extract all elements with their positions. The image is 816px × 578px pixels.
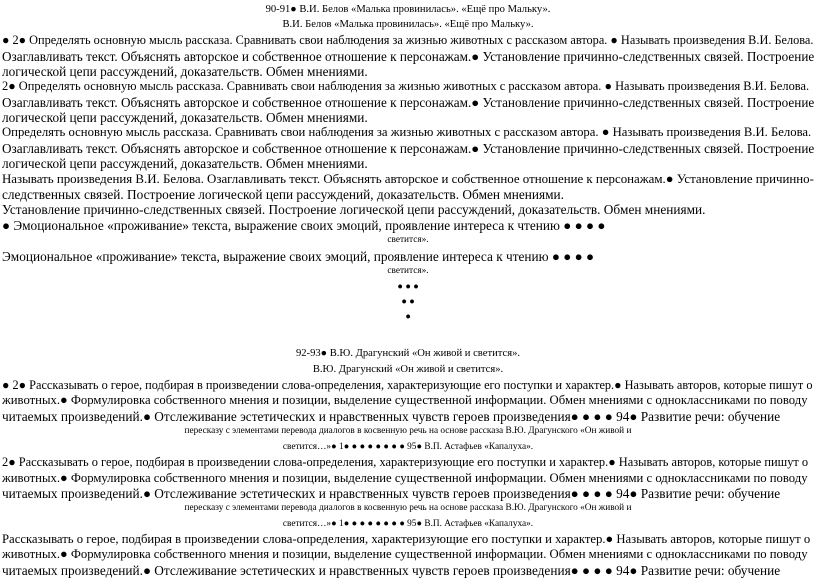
paragraph-line: логической цепи рассуждений, доказательств. Обмен мнениями. (2, 110, 368, 125)
paragraph-line: Рассказывать о герое, подбирая в произведении слова-определения, характеризующие его поступки и характер.● Называть авторов, которые пишут о (2, 532, 811, 546)
paragraph-line: пересказу с элементами перевода диалогов в косвенную речь на основе рассказа В.Ю. Драгунского «Он живой и (184, 426, 632, 436)
paragraph-line: Озаглавливать текст. Объяснять авторское и собственное отношение к персонажам.● Установление причинно-следственных связей. Построение (2, 141, 815, 156)
paragraph-line: 2● Определять основную мысль рассказа. Сравнивать свои наблюдения за жизнью животных с рассказом автора. ● Называть произведения В.И. Белова. (2, 79, 810, 93)
section1-subtitle: В.И. Белов «Малька провинилась». «Ещё про Мальку». (282, 19, 534, 30)
paragraph-line: читаемых произведений.● Отслеживание эстетических и нравственных чувств героев произведения● ● ● ● 94● Развитие речи: обучение (2, 563, 781, 578)
bullet-dots-row: ● ● (401, 297, 415, 307)
bullet-dots-row: ● (405, 312, 411, 322)
paragraph-line: читаемых произведений.● Отслеживание эстетических и нравственных чувств героев произведения● ● ● ● 94● Развитие речи: обучение (2, 409, 781, 424)
paragraph-line: Озаглавливать текст. Объяснять авторское и собственное отношение к персонажам.● Установление причинно-следственных связей. Построение (2, 95, 815, 110)
paragraph-line: светится». (387, 266, 429, 276)
paragraph-line: ● 2● Рассказывать о герое, подбирая в произведении слова-определения, характеризующие его поступки и характер.● Называть авторов, которые пишут о (2, 378, 813, 392)
section1-title: 90-91● В.И. Белов «Малька провинилась». «Ещё про Мальку». (265, 4, 551, 15)
paragraph-line: Называть произведения В.И. Белова. Озаглавливать текст. Объяснять авторское и собственное отношение к персонажам.● Установление причинно- (2, 172, 814, 186)
paragraph-line: Эмоциональное «проживание» текста, выражение своих эмоций, проявление интереса к чтению ● ● ● ● (2, 249, 594, 264)
paragraph-line: ● Эмоциональное «проживание» текста, выражение своих эмоций, проявление интереса к чтению ● ● ● ● (2, 218, 606, 233)
paragraph-line: Озаглавливать текст. Объяснять авторское и собственное отношение к персонажам.● Установление причинно-следственных связей. Построение (2, 49, 815, 64)
paragraph-line: животных.● Формулировка собственного мнения и позиции, выделение существенной информации. Обмен мнениями с одноклассниками по поводу (2, 393, 808, 407)
paragraph-line: животных.● Формулировка собственного мнения и позиции, выделение существенной информации. Обмен мнениями с одноклассниками по поводу (2, 471, 808, 485)
paragraph-line: Определять основную мысль рассказа. Сравнивать свои наблюдения за жизнью животных с рассказом автора. ● Называть произведения В.И. Белова. (2, 125, 812, 139)
paragraph-line: читаемых произведений.● Отслеживание эстетических и нравственных чувств героев произведения● ● ● ● 94● Развитие речи: обучение (2, 486, 781, 501)
bullet-dots-row: ● ● ● (397, 282, 419, 292)
section2-title: 92-93● В.Ю. Драгунский «Он живой и светится». (295, 348, 521, 359)
paragraph-line: логической цепи рассуждений, доказательств. Обмен мнениями. (2, 64, 368, 79)
paragraph-line: светится…»● 1● ● ● ● ● ● ● ● 95● В.П. Астафьев «Капалуха». (282, 442, 534, 452)
paragraph-line: животных.● Формулировка собственного мнения и позиции, выделение существенной информации. Обмен мнениями с одноклассниками по поводу (2, 547, 808, 561)
paragraph-line: 2● Рассказывать о герое, подбирая в произведении слова-определения, характеризующие его поступки и характер.● Называть авторов, которые пишут о (2, 455, 809, 469)
paragraph-line: светится…»● 1● ● ● ● ● ● ● ● 95● В.П. Астафьев «Капалуха». (282, 519, 534, 529)
section2-subtitle: В.Ю. Драгунский «Он живой и светится». (312, 364, 504, 375)
paragraph-line: следственных связей. Построение логической цепи рассуждений, доказательств. Обмен мнениями. (2, 187, 564, 202)
paragraph-line: ● 2● Определять основную мысль рассказа. Сравнивать свои наблюдения за жизнью животных с рассказом автора. ● Называть произведения В.И. Белова. (2, 33, 814, 47)
paragraph-line: логической цепи рассуждений, доказательств. Обмен мнениями. (2, 156, 368, 171)
paragraph-line: светится». (387, 235, 429, 245)
paragraph-line: пересказу с элементами перевода диалогов в косвенную речь на основе рассказа В.Ю. Драгунского «Он живой и (184, 503, 632, 513)
paragraph-line: Установление причинно-следственных связей. Построение логической цепи рассуждений, доказательств. Обмен мнениями. (2, 202, 706, 217)
